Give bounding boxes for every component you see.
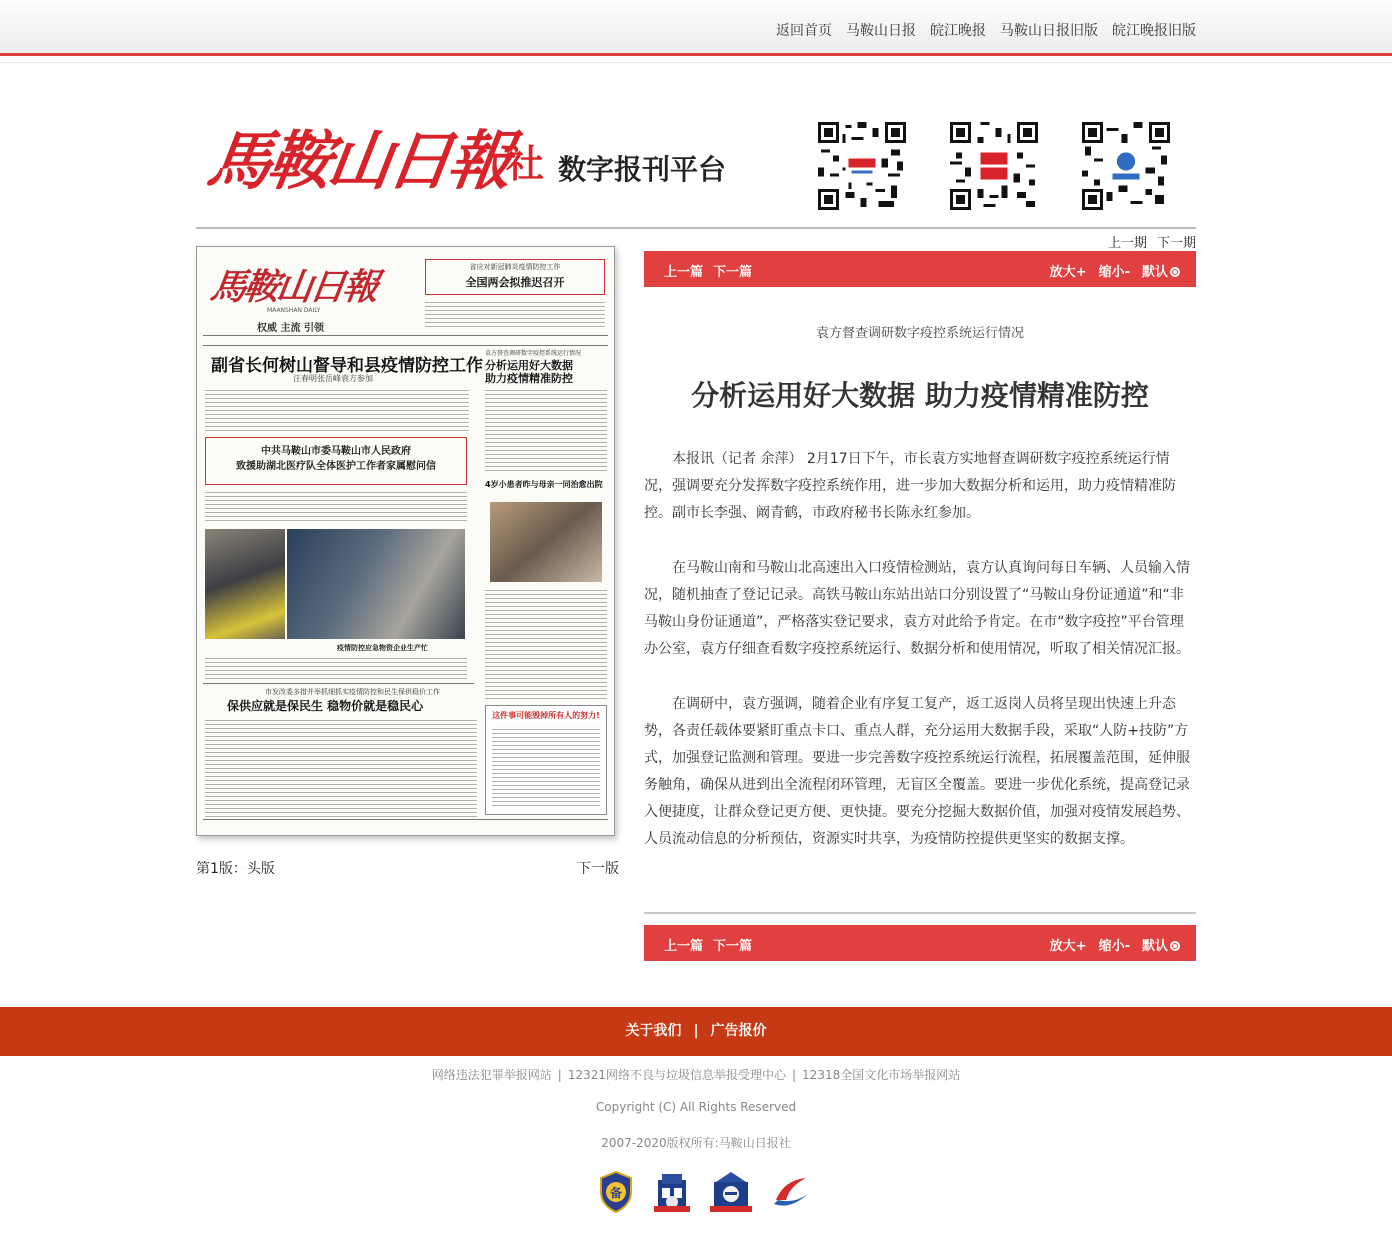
- badges: [598, 1170, 812, 1214]
- report-link-cybercrime[interactable]: 网络违法犯罪举报网站: [431, 1068, 552, 1082]
- reset-zoom-button[interactable]: [1142, 261, 1180, 280]
- article-paragraph: 在调研中，袁方强调，随着企业有序复工复产，返工返岗人员将呈现出快速上升态势，各责任载体要紧盯重点卡口、重点人群，充分运用大数据手段，采取“人防+技防”方式，加强登记监测和管理。要进一步完善数字疫控系统运行流程，拓展覆盖范围，延伸服务触角，确保从进到出全流程闭环管理，无盲区全覆盖。要进一步优化系统，提高登记录入便捷度，让群众登记更方便、更快捷。要充分挖掘大数据价值，加强对疫情发展趋势、人员流动信息的分析预估，资源实时共享，为疫情防控提供更坚实的数据支撑。: [644, 696, 1190, 847]
- copyright-owner: 2007-2020版权所有:马鞍山日报社: [601, 1136, 791, 1150]
- article-toolbar-top: [644, 251, 1196, 287]
- zoom-out-button[interactable]: 缩小-: [1098, 265, 1130, 280]
- paper-notice-headline: 这件事可能毁掉所有人的努力!: [492, 711, 600, 720]
- reset-zoom-label: 默认: [1141, 265, 1168, 280]
- logo-calligraphy: 馬鞍山日報: [202, 124, 514, 199]
- paper-lead-headline[interactable]: 副省长何树山督导和县疫情防控工作: [211, 356, 483, 376]
- article-kicker: 袁方督查调研数字疫控系统运行情况: [815, 326, 1024, 341]
- qr-code-maanshan-daily: [818, 122, 906, 210]
- top-bar: [0, 0, 1392, 56]
- report-link-12321[interactable]: 12321网络不良与垃圾信息举报受理中心: [567, 1068, 786, 1082]
- paper-photo-caption: 疫情防控应急物资企业生产忙: [337, 644, 428, 652]
- text-block: [485, 387, 607, 473]
- zoom-out-button[interactable]: 缩小-: [1098, 939, 1130, 954]
- paper-lead-subheadline: 汪春明张岳峰袁方参加: [293, 374, 373, 383]
- paper-letter-box[interactable]: [205, 437, 467, 485]
- paper-right-headline-2: 助力疫情精准防控: [485, 372, 573, 385]
- nav-wanjiang-evening-link[interactable]: 皖江晚报: [930, 23, 986, 39]
- radio-dot-icon: [1170, 267, 1180, 277]
- text-block: [492, 726, 600, 808]
- prev-article-button[interactable]: 上一篇: [664, 265, 704, 280]
- radio-dot-icon: [1170, 941, 1180, 951]
- text-block: [205, 655, 467, 679]
- prev-issue-link[interactable]: 上一期: [1107, 236, 1147, 251]
- article-title: 分析运用好大数据 助力疫情精准防控: [691, 379, 1149, 412]
- separator: |: [693, 1023, 699, 1039]
- report-link-12318[interactable]: 12318全国文化市场举报网站: [802, 1068, 961, 1082]
- text-block: [485, 587, 607, 699]
- separator: |: [792, 1068, 797, 1082]
- next-article-button[interactable]: 下一篇: [713, 265, 753, 280]
- logo-suffix: 社: [506, 142, 545, 186]
- paper-letter-line1: 中共马鞍山市委马鞍山市人民政府: [261, 446, 411, 457]
- swoosh-logo-icon[interactable]: [770, 1170, 812, 1214]
- reset-zoom-button[interactable]: [1142, 935, 1180, 954]
- paper-right-headline-1: 分析运用好大数据: [485, 359, 573, 372]
- article-body: [644, 446, 1196, 881]
- paper-right-story2[interactable]: 4岁小患者昨与母亲一同治愈出院: [485, 480, 603, 489]
- article-paragraph: 本报讯（记者 余萍） 2月17日下午，市长袁方实地督查调研数字疫控系统运行情况，强调要充分发挥数字疫控系统作用，进一步加大数据分析和运用，助力疫情精准防控。副市长李强、阚青鹤，市政府秘书长陈永红参加。: [644, 451, 1176, 521]
- report-links: [0, 1066, 1392, 1083]
- footer-bar: [0, 1007, 1392, 1056]
- paper-bottom-headline[interactable]: 保供应就是保民生 稳物价就是稳民心: [227, 699, 424, 713]
- text-block: [425, 299, 605, 329]
- prev-article-button[interactable]: 上一篇: [664, 939, 704, 954]
- next-page-link[interactable]: 下一版: [577, 861, 619, 877]
- text-block: [205, 387, 469, 433]
- paper-top-kicker: 省应对新冠肺炎疫情防控工作: [469, 263, 561, 271]
- top-nav: [776, 20, 1196, 40]
- qr-code-app: [1082, 122, 1170, 210]
- article-divider: [644, 912, 1196, 914]
- qr-code-wanjiang-evening: [950, 122, 1038, 210]
- paper-masthead-en: MAANSHAN DAILY: [267, 307, 321, 314]
- page-edition-label: 第1版：头版: [196, 861, 275, 877]
- paper-rule: [203, 683, 474, 684]
- paper-photo-factory: [205, 529, 285, 639]
- platform-title: 数字报刊平台: [558, 153, 727, 186]
- police-badge-icon[interactable]: [652, 1170, 692, 1214]
- newspaper-page-image[interactable]: [196, 246, 615, 836]
- paper-right-kicker: 袁方督查调研数字疫控系统运行情况: [485, 350, 582, 357]
- zoom-in-button[interactable]: 放大+: [1049, 939, 1087, 954]
- paper-top-box[interactable]: [425, 259, 605, 295]
- paper-rule: [203, 335, 608, 336]
- paper-bottom-kicker: 市发改委多措并举抓细抓实疫情防控和民生保供稳价工作: [265, 688, 440, 696]
- separator: |: [557, 1068, 562, 1082]
- paper-top-headline: 全国两会拟推迟召开: [465, 276, 565, 289]
- nav-maanshan-daily-link[interactable]: 马鞍山日报: [846, 23, 916, 39]
- next-issue-link[interactable]: 下一期: [1156, 236, 1196, 251]
- text-block: [205, 717, 477, 817]
- paper-letter-line2: 致援助湖北医疗队全体医护工作者家属慰问信: [236, 461, 436, 472]
- site-logo[interactable]: [202, 120, 748, 210]
- paper-slogan: 权威 主流 引领: [257, 323, 324, 334]
- paper-notice-box[interactable]: [485, 705, 607, 815]
- reset-zoom-label: 默认: [1141, 939, 1168, 954]
- paper-right-headline[interactable]: [485, 359, 573, 385]
- nav-maanshan-daily-old-link[interactable]: 马鞍山日报旧版: [1000, 23, 1098, 39]
- next-article-button[interactable]: 下一篇: [713, 939, 753, 954]
- ad-rates-link[interactable]: 广告报价: [710, 1023, 767, 1039]
- paper-masthead: 馬鞍山日報: [207, 266, 379, 308]
- paper-photo-control-room: [287, 529, 465, 639]
- badge-text: 备: [609, 1186, 623, 1200]
- nav-wanjiang-evening-old-link[interactable]: 皖江晚报旧版: [1112, 23, 1196, 39]
- about-us-link[interactable]: 关于我们: [625, 1023, 682, 1039]
- zoom-in-button[interactable]: 放大+: [1049, 265, 1087, 280]
- article-toolbar-bottom: [644, 925, 1196, 961]
- copyright: Copyright (C) All Rights Reserved: [595, 1100, 797, 1114]
- nav-home-link[interactable]: 返回首页: [776, 23, 832, 39]
- text-block: [205, 489, 467, 523]
- paper-rule: [203, 819, 608, 820]
- record-shield-icon[interactable]: [598, 1170, 634, 1214]
- paper-photo-hospital: [490, 502, 602, 582]
- issue-nav: [1108, 232, 1196, 251]
- header-divider: [196, 227, 1196, 229]
- cyber-police-icon[interactable]: [710, 1170, 752, 1214]
- qr-codes: [818, 122, 1170, 210]
- paper-rule: [203, 345, 608, 346]
- divider: [0, 62, 1392, 63]
- article-paragraph: 在马鞍山南和马鞍山北高速出入口疫情检测站，袁方认真询问每日车辆、人员输入情况，随机抽查了登记记录。高铁马鞍山东站出站口分别设置了“马鞍山身份证通道”和“非马鞍山身份证通道”，严格落实登记要求，袁方对此给予肯定。在市“数字疫控”平台管理办公室，袁方仔细查看数字疫控系统运行、数据分析和使用情况，听取了相关情况汇报。: [644, 560, 1190, 657]
